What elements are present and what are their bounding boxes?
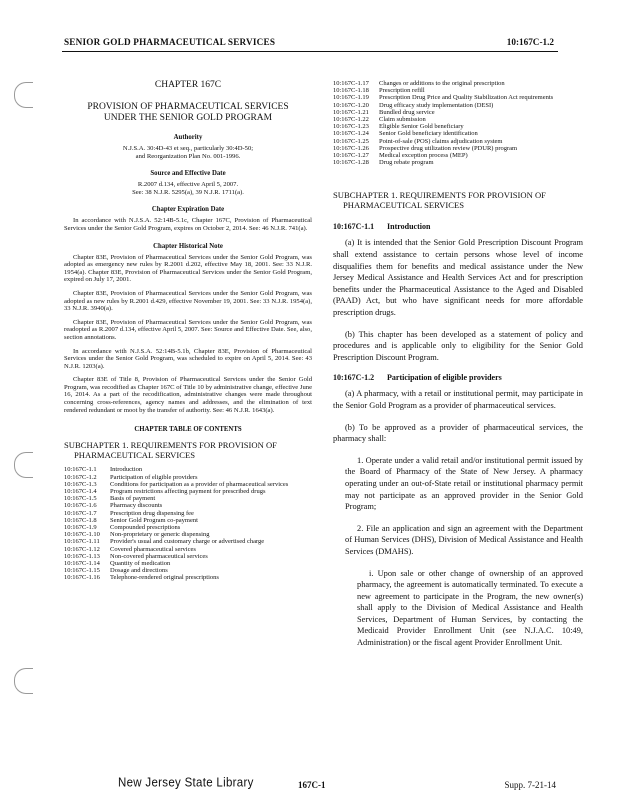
- toc-section-number: 10:167C-1.23: [333, 123, 369, 131]
- toc-section-title: Introduction: [110, 466, 143, 474]
- toc-entry[interactable]: [333, 102, 583, 109]
- toc-entry[interactable]: [64, 567, 312, 574]
- toc-entry[interactable]: [64, 502, 312, 509]
- toc-section-title: Provider's usual and customary charge or advertised charge: [110, 538, 265, 546]
- toc-section-title: Drug efficacy study implementation (DESI): [379, 101, 494, 109]
- toc-entry[interactable]: [64, 474, 312, 481]
- toc-section-number: 10:167C-1.10: [64, 531, 100, 539]
- toc-section-number: 10:167C-1.4: [64, 488, 97, 496]
- expiration-text: In accordance with N.J.S.A. 52:14B-5.1c, Chapter 167C, Provision of Pharmaceutical Services under the Senior Gold Program, expires on October 2, 2014. See: 46 N.J.R. 741(a).: [64, 217, 312, 232]
- toc-entry[interactable]: [333, 123, 583, 130]
- section-subparagraph: 2. File an application and sign an agreement with the Department of Human Services (DHS), Division of Medical Assistance and Health Services (DMAHS).: [345, 523, 583, 556]
- section-number: 10:167C-1.2: [333, 373, 375, 383]
- toc-entry[interactable]: [333, 109, 583, 116]
- toc-section-number: 10:167C-1.7: [64, 509, 97, 517]
- section-heading-participation: [333, 373, 583, 382]
- toc-entry[interactable]: [64, 488, 312, 495]
- toc-section-title: Basis of payment: [110, 495, 156, 503]
- section-paragraph: (a) A pharmacy, with a retail or institutional permit, may participate in the Senior Gold Program as a provider of pharmaceutical services.: [333, 389, 583, 410]
- toc-section-number: 10:167C-1.14: [64, 560, 100, 568]
- toc-section-title: Participation of eligible providers: [110, 473, 198, 481]
- section-title: Participation of eligible providers: [387, 373, 502, 383]
- toc-section-title: Compounded prescriptions: [110, 524, 181, 532]
- toc-section-number: 10:167C-1.18: [333, 87, 369, 95]
- toc-entry[interactable]: [333, 116, 583, 123]
- toc-section-number: 10:167C-1.28: [333, 159, 369, 167]
- section-subparagraph: 1. Operate under a valid retail and/or institutional permit issued by the Board of Pharmacy of the State of New Jersey. A pharmacy operating under an out-of-State retail or institutional pharmacy permit may not participate as an approved provider in the Senior Gold Program;: [345, 455, 583, 512]
- toc-section-title: Prescription Drug Price and Quality Stabilization Act requirements: [379, 94, 554, 102]
- binder-hole: [14, 452, 33, 478]
- toc-entry[interactable]: [333, 94, 583, 101]
- toc-section-title: Drug rebate program: [379, 159, 434, 167]
- section-title: Introduction: [387, 222, 431, 232]
- toc-subchapter-heading: SUBCHAPTER 1. REQUIREMENTS FOR PROVISION OF PHARMACEUTICAL SERVICES: [64, 440, 277, 460]
- chapter-title-line-2: UNDER THE SENIOR GOLD PROGRAM: [103, 113, 273, 123]
- toc-section-title: Non-proprietary or generic dispensing: [110, 531, 210, 539]
- toc-entry[interactable]: [64, 466, 312, 473]
- chapter-title-line-1: PROVISION OF PHARMACEUTICAL SERVICES: [87, 102, 289, 112]
- toc-section-title: Senior Gold Program co-payment: [110, 516, 198, 524]
- toc-section-number: 10:167C-1.11: [64, 538, 100, 546]
- toc-section-number: 10:167C-1.25: [333, 137, 369, 145]
- toc-section-number: 10:167C-1.2: [64, 473, 97, 481]
- toc-section-number: 10:167C-1.13: [64, 552, 100, 560]
- toc-entry[interactable]: [333, 130, 583, 137]
- toc-section-number: 10:167C-1.21: [333, 108, 369, 116]
- toc-section-number: 10:167C-1.19: [333, 94, 369, 102]
- toc-section-number: 10:167C-1.26: [333, 144, 369, 152]
- binder-hole: [14, 668, 33, 694]
- binder-hole: [14, 82, 33, 108]
- section-number: 10:167C-1.1: [333, 222, 375, 232]
- running-header-section: 10:167C-1.2: [506, 37, 554, 47]
- toc-entry[interactable]: [333, 152, 583, 159]
- toc-section-number: 10:167C-1.17: [333, 80, 369, 87]
- table-of-contents: [64, 466, 312, 581]
- toc-entry[interactable]: [333, 80, 583, 87]
- toc-section-number: 10:167C-1.9: [64, 524, 97, 532]
- toc-section-title: Pharmacy discounts: [110, 502, 163, 510]
- toc-section-number: 10:167C-1.22: [333, 116, 369, 124]
- left-column: [64, 75, 312, 582]
- toc-entry[interactable]: [64, 510, 312, 517]
- authority-heading: Authority: [173, 134, 203, 141]
- history-paragraph: Chapter 83E, Provision of Pharmaceutical Services under the Senior Gold Program, was adopted as new rules by R.2001 d.429, effective November 19, 2001. See: 33 N.J.R. 1954(a), 33 N.J.R. 3940(a).: [64, 289, 312, 313]
- toc-entry[interactable]: [64, 553, 312, 560]
- toc-entry[interactable]: [333, 138, 583, 145]
- toc-section-number: 10:167C-1.15: [64, 567, 100, 575]
- toc-section-title: Prescription drug dispensing fee: [110, 509, 194, 517]
- section-paragraph: (b) To be approved as a provider of pharmaceutical services, the pharmacy shall:: [333, 422, 583, 444]
- authority-line-2: and Reorganization Plan No. 001-1996.: [135, 152, 241, 160]
- toc-entry[interactable]: [64, 546, 312, 553]
- toc-section-title: Conditions for participation as a provider of pharmaceutical services: [110, 480, 289, 488]
- toc-entry[interactable]: [64, 495, 312, 502]
- toc-section-number: 10:167C-1.1: [64, 466, 97, 474]
- toc-section-title: Claim submission: [379, 116, 426, 124]
- toc-section-title: Non-covered pharmaceutical services: [110, 552, 208, 560]
- page-number: 167C-1: [298, 780, 326, 790]
- history-paragraph: Chapter 83E of Title 8, Provision of Pharmaceutical Services under the Senior Gold Program, was recodified as Chapter 167C of Title 10 by administrative change, effective June 16, 2014. As a part of the recodification, administrative changes were made throughout concerning cross-references, agency names and addresses, and the elimination of text rendered redundant or moot by the transfer of authority. See: 46 N.J.R. 1643(a).: [64, 376, 312, 414]
- toc-section-number: 10:167C-1.3: [64, 480, 97, 488]
- source-line-1: R.2007 d.134, effective April 5, 2007.: [137, 181, 239, 189]
- toc-entry[interactable]: [64, 524, 312, 531]
- toc-entry[interactable]: [64, 517, 312, 524]
- toc-section-number: 10:167C-1.20: [333, 101, 369, 109]
- toc-section-number: 10:167C-1.27: [333, 152, 369, 160]
- toc-section-title: Point-of-sale (POS) claims adjudication system: [379, 137, 503, 145]
- toc-entry[interactable]: [333, 145, 583, 152]
- toc-section-title: Bundled drug service: [379, 108, 435, 116]
- toc-section-number: 10:167C-1.5: [64, 495, 97, 503]
- toc-section-title: Changes or additions to the original prescription: [379, 80, 505, 87]
- history-heading: Chapter Historical Note: [153, 242, 223, 250]
- toc-section-title: Prospective drug utilization review (PDUR) program: [379, 144, 518, 152]
- toc-section-number: 10:167C-1.6: [64, 502, 97, 510]
- chapter-number: CHAPTER 167C: [154, 80, 222, 90]
- running-header-title: SENIOR GOLD PHARMACEUTICAL SERVICES: [64, 37, 276, 47]
- toc-entry[interactable]: [333, 159, 583, 166]
- supplement-date: Supp. 7-21-14: [504, 780, 556, 790]
- toc-section-title: Covered pharmaceutical services: [110, 545, 196, 553]
- section-subsubparagraph: i. Upon sale or other change of ownership of an approved pharmacy, the agreement is automatically terminated. To execute a new agreement to participate in the Program, the new owner(s) shall apply to the Division of Medical Assistance and Health Services, Department of Human Services, by contacting the Medicaid Provider Enrollment Unit (see N.J.A.C. 10:49, Administration) or the fiscal agent Provider Enrollment Unit.: [357, 568, 583, 648]
- toc-entry[interactable]: [64, 538, 312, 545]
- header-rule: [62, 51, 558, 52]
- toc-section-title: Medical exception process (MEP): [379, 152, 468, 160]
- toc-section-title: Senior Gold beneficiary identification: [379, 130, 478, 138]
- toc-section-title: Eligible Senior Gold beneficiary: [379, 123, 464, 131]
- toc-entry[interactable]: [64, 481, 312, 488]
- right-column: [333, 80, 583, 659]
- toc-section-number: 10:167C-1.24: [333, 130, 369, 138]
- toc-entry[interactable]: [64, 574, 312, 581]
- toc-section-title: Telephone-rendered original prescriptions: [110, 574, 219, 582]
- authority-line-1: N.J.S.A. 30:4D-43 et seq., particularly 30:4D-50;: [122, 145, 254, 152]
- history-paragraph: Chapter 83E, Provision of Pharmaceutical Services under the Senior Gold Program, was readopted as R.2007 d.134, effective April 5, 2007. See: Source and Effective Date. See, also, section annotations.: [64, 318, 312, 341]
- source-line-2: See: 38 N.J.R. 5295(a), 39 N.J.R. 1711(a).: [132, 188, 244, 196]
- source-heading: Source and Effective Date: [150, 170, 226, 178]
- history-paragraph: Chapter 83E, Provision of Pharmaceutical Services under the Senior Gold Program, was adopted as emergency new rules by R.2001 d.202, effective May 18, 2001. See: 33 N.J.R. 1954(a). Chapter 83E, Provision of Pharmaceutical Services under the Senior Gold Program, expired on July 17, 2001.: [64, 253, 312, 284]
- toc-entry[interactable]: [64, 560, 312, 567]
- toc-entry[interactable]: [333, 87, 583, 94]
- library-stamp: New Jersey State Library: [118, 776, 254, 790]
- toc-section-title: Prescription refill: [379, 87, 425, 95]
- history-paragraph: In accordance with N.J.S.A. 52:14B-5.1b, Chapter 83E, Provision of Pharmaceutical Services under the Senior Gold Program, was scheduled to expire on April 5, 2014. See: 43 N.J.R. 1203(a).: [64, 347, 312, 370]
- toc-section-title: Quantity of medication: [110, 560, 171, 568]
- toc-section-title: Program restrictions affecting payment for prescribed drugs: [110, 488, 266, 496]
- toc-section-number: 10:167C-1.12: [64, 545, 100, 553]
- section-paragraph: (a) It is intended that the Senior Gold Prescription Discount Program shall extend assistance to certain persons whose level of income disqualifies them for benefits and medical assistance under the New Jersey Medical Assistance and Health Services Act and for prescription benefits under the Pharmaceutical Assistance to the Aged and Disabled (PAAD) Act, but who have significant needs for more affordable prescription drugs.: [333, 238, 583, 317]
- table-of-contents-continued: [333, 80, 583, 166]
- subchapter-heading: SUBCHAPTER 1. REQUIREMENTS FOR PROVISION OF PHARMACEUTICAL SERVICES: [333, 190, 546, 211]
- toc-heading: CHAPTER TABLE OF CONTENTS: [134, 426, 242, 434]
- section-heading-introduction: [333, 222, 583, 231]
- toc-entry[interactable]: [64, 531, 312, 538]
- toc-section-title: Dosage and directions: [110, 567, 168, 575]
- chapter-title: [64, 102, 312, 124]
- expiration-heading: Chapter Expiration Date: [151, 206, 225, 214]
- toc-section-number: 10:167C-1.8: [64, 516, 97, 524]
- toc-section-number: 10:167C-1.16: [64, 574, 100, 582]
- section-paragraph: (b) This chapter has been developed as a statement of policy and procedures and is applicable only to eligibility for the Senior Gold Prescription Discount Program.: [333, 329, 583, 362]
